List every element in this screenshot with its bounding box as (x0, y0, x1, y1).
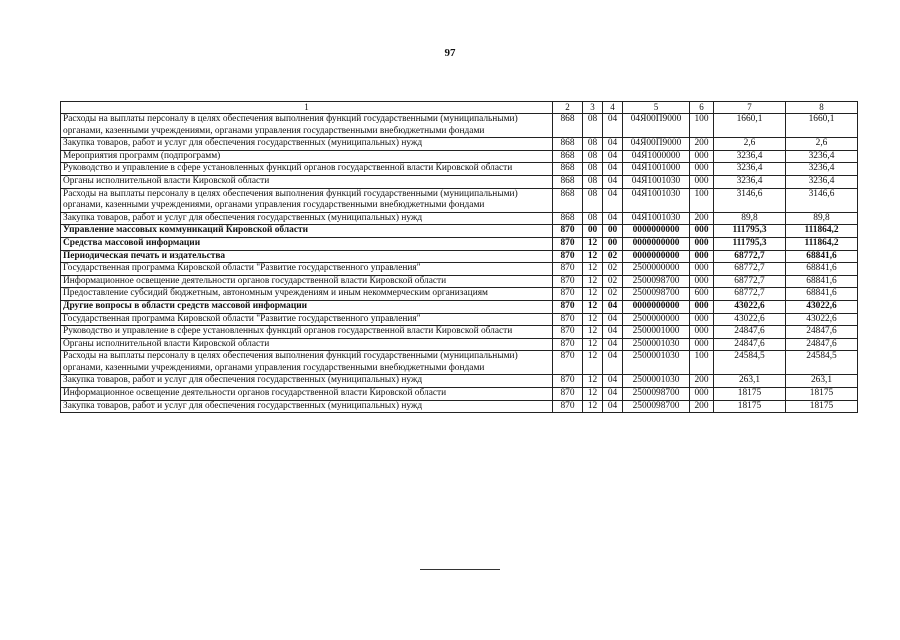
row-name: Руководство и управление в сфере установленных функций органов государственной власти Кировской области (61, 163, 553, 176)
row-amount-col7: 68772,7 (714, 288, 786, 301)
row-section: 12 (583, 351, 603, 375)
row-name: Средства массовой информации (61, 237, 553, 250)
row-admin-code: 868 (553, 163, 583, 176)
row-subsection: 04 (603, 212, 623, 225)
row-target-article: 04Я1000000 (623, 150, 690, 163)
row-admin-code: 870 (553, 300, 583, 313)
row-amount-col8: 43022,6 (786, 313, 858, 326)
row-expense-type: 100 (690, 188, 714, 212)
table-row (61, 400, 858, 413)
row-name: Расходы на выплаты персоналу в целях обеспечения выполнения функций государственными (муниципальными) органами, казенными учреждениями, органами управления государственными внебюджетными фондами (61, 114, 553, 138)
row-target-article: 04Я1001030 (623, 188, 690, 212)
row-name: Информационное освещение деятельности органов государственной власти Кировской области (61, 275, 553, 288)
col-header-3: 3 (583, 102, 603, 114)
row-target-article: 2500098700 (623, 388, 690, 401)
row-amount-col8: 18175 (786, 388, 858, 401)
row-amount-col8: 68841,6 (786, 263, 858, 276)
page-number: 97 (444, 47, 456, 59)
col-header-2: 2 (553, 102, 583, 114)
row-name: Расходы на выплаты персоналу в целях обеспечения выполнения функций государственными (муниципальными) органами, казенными учреждениями, органами управления государственными внебюджетными фондами (61, 351, 553, 375)
row-target-article: 2500001000 (623, 326, 690, 339)
row-expense-type: 200 (690, 400, 714, 413)
table-row (61, 225, 858, 238)
row-name: Закупка товаров, работ и услуг для обеспечения государственных (муниципальных) нужд (61, 212, 553, 225)
row-subsection: 04 (603, 138, 623, 151)
row-amount-col8: 24847,6 (786, 326, 858, 339)
row-admin-code: 870 (553, 275, 583, 288)
table-row (61, 138, 858, 151)
row-admin-code: 868 (553, 188, 583, 212)
row-amount-col7: 3236,4 (714, 175, 786, 188)
row-section: 08 (583, 114, 603, 138)
row-target-article: 04Я1001030 (623, 212, 690, 225)
row-amount-col8: 111864,2 (786, 225, 858, 238)
row-section: 08 (583, 188, 603, 212)
table-row (61, 375, 858, 388)
row-subsection: 04 (603, 400, 623, 413)
row-section: 08 (583, 175, 603, 188)
row-amount-col7: 43022,6 (714, 300, 786, 313)
table-row (61, 188, 858, 212)
row-target-article: 2500001030 (623, 375, 690, 388)
row-amount-col8: 43022,6 (786, 300, 858, 313)
row-amount-col7: 3146,6 (714, 188, 786, 212)
row-amount-col7: 111795,3 (714, 225, 786, 238)
row-name: Периодическая печать и издательства (61, 250, 553, 263)
table-row (61, 250, 858, 263)
row-expense-type: 000 (690, 250, 714, 263)
row-expense-type: 100 (690, 114, 714, 138)
row-section: 08 (583, 138, 603, 151)
row-target-article: 2500098700 (623, 275, 690, 288)
budget-table (60, 101, 858, 413)
table-row (61, 212, 858, 225)
row-subsection: 02 (603, 250, 623, 263)
table-row (61, 275, 858, 288)
row-target-article: 2500001030 (623, 338, 690, 351)
row-admin-code: 870 (553, 263, 583, 276)
row-section: 12 (583, 237, 603, 250)
row-target-article: 2500098700 (623, 400, 690, 413)
row-admin-code: 868 (553, 150, 583, 163)
row-amount-col7: 111795,3 (714, 237, 786, 250)
row-name: Органы исполнительной власти Кировской области (61, 175, 553, 188)
row-name: Органы исполнительной власти Кировской области (61, 338, 553, 351)
row-name: Закупка товаров, работ и услуг для обеспечения государственных (муниципальных) нужд (61, 138, 553, 151)
row-expense-type: 000 (690, 338, 714, 351)
row-expense-type: 000 (690, 225, 714, 238)
row-amount-col8: 3236,4 (786, 150, 858, 163)
table-row (61, 313, 858, 326)
row-expense-type: 200 (690, 138, 714, 151)
row-expense-type: 000 (690, 163, 714, 176)
table-row (61, 114, 858, 138)
table-row (61, 388, 858, 401)
col-header-7: 7 (714, 102, 786, 114)
row-section: 12 (583, 300, 603, 313)
row-amount-col7: 24584,5 (714, 351, 786, 375)
row-name: Информационное освещение деятельности органов государственной власти Кировской области (61, 388, 553, 401)
col-header-5: 5 (623, 102, 690, 114)
row-expense-type: 000 (690, 175, 714, 188)
row-expense-type: 000 (690, 263, 714, 276)
row-admin-code: 870 (553, 288, 583, 301)
row-subsection: 02 (603, 263, 623, 276)
col-header-8: 8 (786, 102, 858, 114)
row-subsection: 02 (603, 275, 623, 288)
row-amount-col8: 3236,4 (786, 163, 858, 176)
row-amount-col7: 3236,4 (714, 163, 786, 176)
row-target-article: 04Я1001000 (623, 163, 690, 176)
row-subsection: 00 (603, 225, 623, 238)
row-section: 12 (583, 400, 603, 413)
row-amount-col7: 263,1 (714, 375, 786, 388)
row-amount-col7: 1660,1 (714, 114, 786, 138)
row-amount-col7: 24847,6 (714, 338, 786, 351)
row-expense-type: 200 (690, 212, 714, 225)
row-amount-col8: 89,8 (786, 212, 858, 225)
row-admin-code: 870 (553, 250, 583, 263)
row-admin-code: 870 (553, 400, 583, 413)
row-expense-type: 000 (690, 275, 714, 288)
row-admin-code: 870 (553, 375, 583, 388)
row-subsection: 04 (603, 326, 623, 339)
row-subsection: 04 (603, 388, 623, 401)
row-amount-col8: 1660,1 (786, 114, 858, 138)
row-amount-col8: 18175 (786, 400, 858, 413)
row-section: 12 (583, 250, 603, 263)
row-admin-code: 870 (553, 338, 583, 351)
row-amount-col8: 2,6 (786, 138, 858, 151)
row-name: Государственная программа Кировской области "Развитие государственного управления" (61, 313, 553, 326)
row-subsection: 02 (603, 288, 623, 301)
row-subsection: 04 (603, 163, 623, 176)
row-target-article: 04Я1001030 (623, 175, 690, 188)
row-admin-code: 870 (553, 388, 583, 401)
row-section: 08 (583, 212, 603, 225)
row-amount-col7: 2,6 (714, 138, 786, 151)
row-amount-col8: 111864,2 (786, 237, 858, 250)
row-expense-type: 600 (690, 288, 714, 301)
table-row (61, 326, 858, 339)
row-subsection: 04 (603, 375, 623, 388)
row-amount-col8: 3236,4 (786, 175, 858, 188)
row-name: Руководство и управление в сфере установленных функций органов государственной власти Кировской области (61, 326, 553, 339)
row-admin-code: 870 (553, 225, 583, 238)
row-subsection: 04 (603, 300, 623, 313)
row-subsection: 04 (603, 351, 623, 375)
table-row (61, 150, 858, 163)
row-amount-col7: 68772,7 (714, 275, 786, 288)
row-name: Закупка товаров, работ и услуг для обеспечения государственных (муниципальных) нужд (61, 375, 553, 388)
row-amount-col8: 3146,6 (786, 188, 858, 212)
row-admin-code: 870 (553, 326, 583, 339)
row-target-article: 2500000000 (623, 263, 690, 276)
row-target-article: 2500098700 (623, 288, 690, 301)
row-amount-col8: 68841,6 (786, 250, 858, 263)
row-name: Управление массовых коммуникаций Кировской области (61, 225, 553, 238)
row-target-article: 04Я00П9000 (623, 114, 690, 138)
table-body (61, 114, 858, 413)
row-expense-type: 000 (690, 313, 714, 326)
header-row (61, 102, 858, 114)
row-subsection: 04 (603, 150, 623, 163)
table-row (61, 300, 858, 313)
row-subsection: 04 (603, 338, 623, 351)
row-expense-type: 000 (690, 388, 714, 401)
row-target-article: 04Я00П9000 (623, 138, 690, 151)
row-section: 12 (583, 326, 603, 339)
table-row (61, 237, 858, 250)
row-name: Другие вопросы в области средств массовой информации (61, 300, 553, 313)
row-amount-col7: 68772,7 (714, 263, 786, 276)
row-subsection: 04 (603, 175, 623, 188)
row-amount-col8: 24847,6 (786, 338, 858, 351)
row-subsection: 04 (603, 114, 623, 138)
row-section: 12 (583, 313, 603, 326)
row-section: 12 (583, 338, 603, 351)
table-row (61, 263, 858, 276)
table-row (61, 338, 858, 351)
table-row (61, 163, 858, 176)
row-section: 08 (583, 163, 603, 176)
row-amount-col7: 18175 (714, 388, 786, 401)
row-amount-col7: 3236,4 (714, 150, 786, 163)
table-row (61, 288, 858, 301)
row-name: Государственная программа Кировской области "Развитие государственного управления" (61, 263, 553, 276)
row-expense-type: 000 (690, 237, 714, 250)
row-admin-code: 870 (553, 351, 583, 375)
row-expense-type: 000 (690, 300, 714, 313)
row-amount-col7: 89,8 (714, 212, 786, 225)
table-row (61, 351, 858, 375)
table-row (61, 175, 858, 188)
row-admin-code: 870 (553, 313, 583, 326)
row-expense-type: 000 (690, 326, 714, 339)
row-section: 12 (583, 388, 603, 401)
row-subsection: 04 (603, 313, 623, 326)
row-admin-code: 868 (553, 175, 583, 188)
row-name: Мероприятия программ (подпрограмм) (61, 150, 553, 163)
row-section: 12 (583, 263, 603, 276)
row-amount-col7: 68772,7 (714, 250, 786, 263)
row-name: Предоставление субсидий бюджетным, автономным учреждениям и иным некоммерческим организациям (61, 288, 553, 301)
row-amount-col8: 24584,5 (786, 351, 858, 375)
row-section: 08 (583, 150, 603, 163)
col-header-4: 4 (603, 102, 623, 114)
row-admin-code: 868 (553, 114, 583, 138)
row-target-article: 0000000000 (623, 300, 690, 313)
row-section: 00 (583, 225, 603, 238)
row-name: Расходы на выплаты персоналу в целях обеспечения выполнения функций государственными (муниципальными) органами, казенными учреждениями, органами управления государственными внебюджетными фондами (61, 188, 553, 212)
row-expense-type: 200 (690, 375, 714, 388)
row-amount-col7: 43022,6 (714, 313, 786, 326)
col-header-1: 1 (61, 102, 553, 114)
col-header-6: 6 (690, 102, 714, 114)
row-target-article: 0000000000 (623, 250, 690, 263)
footer-rule (420, 569, 500, 570)
row-amount-col7: 18175 (714, 400, 786, 413)
row-target-article: 0000000000 (623, 225, 690, 238)
row-admin-code: 868 (553, 138, 583, 151)
row-amount-col8: 263,1 (786, 375, 858, 388)
row-target-article: 0000000000 (623, 237, 690, 250)
row-name: Закупка товаров, работ и услуг для обеспечения государственных (муниципальных) нужд (61, 400, 553, 413)
row-target-article: 2500001030 (623, 351, 690, 375)
row-section: 12 (583, 275, 603, 288)
row-subsection: 04 (603, 188, 623, 212)
row-amount-col8: 68841,6 (786, 288, 858, 301)
row-admin-code: 870 (553, 237, 583, 250)
row-amount-col8: 68841,6 (786, 275, 858, 288)
row-admin-code: 868 (553, 212, 583, 225)
row-target-article: 2500000000 (623, 313, 690, 326)
row-expense-type: 000 (690, 150, 714, 163)
row-section: 12 (583, 375, 603, 388)
row-expense-type: 100 (690, 351, 714, 375)
row-subsection: 00 (603, 237, 623, 250)
row-section: 12 (583, 288, 603, 301)
row-amount-col7: 24847,6 (714, 326, 786, 339)
